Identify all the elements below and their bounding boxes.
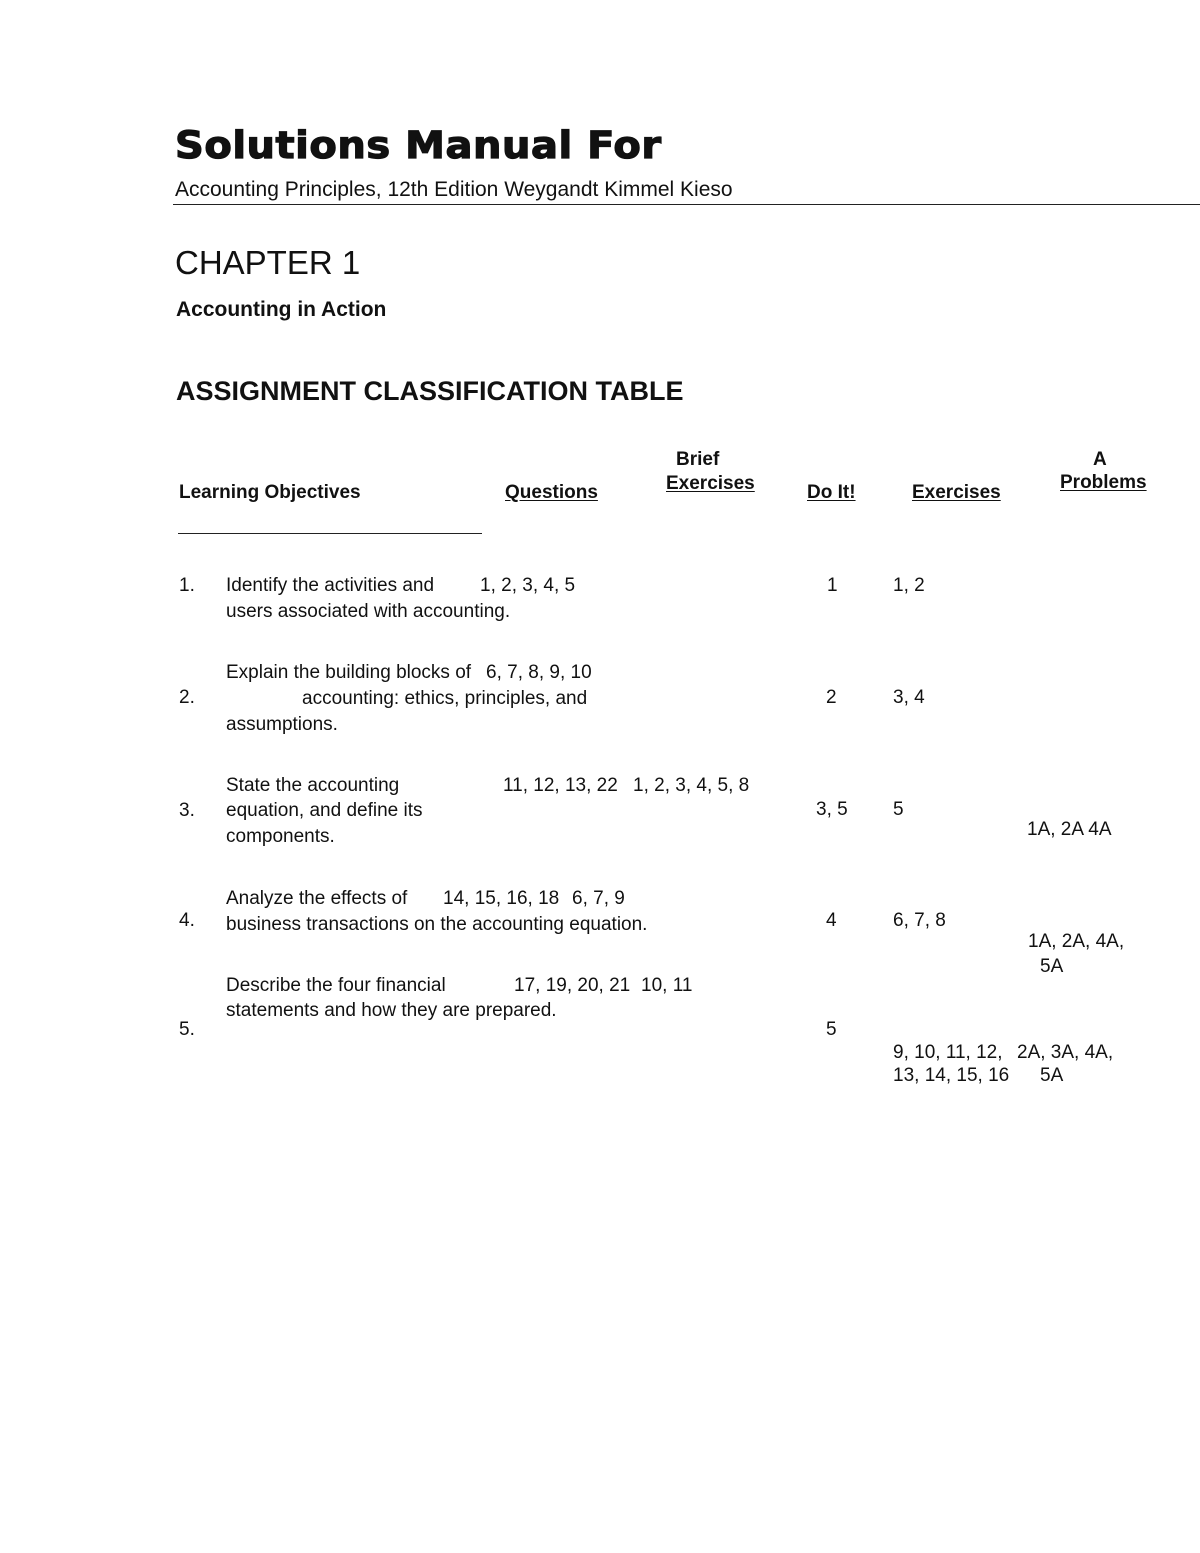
column-header-a-problems: Problems <box>1060 472 1147 493</box>
row-number: 1. <box>179 575 195 596</box>
section-title: ASSIGNMENT CLASSIFICATION TABLE <box>176 376 684 406</box>
column-header-learning-objectives: Learning Objectives <box>179 482 361 503</box>
objective-text-line: assumptions. <box>226 714 338 735</box>
header-divider <box>173 204 1200 205</box>
row-number: 4. <box>179 910 195 931</box>
objective-text-line: equation, and define its <box>226 800 423 821</box>
brief-exercises-cell: 10, 11 <box>641 975 693 996</box>
exercises-cell: 6, 7, 8 <box>893 910 946 931</box>
objective-text-line: components. <box>226 826 335 847</box>
exercises-cell: 1, 2 <box>893 575 925 596</box>
objective-text-line: users associated with accounting. <box>226 601 511 622</box>
chapter-subtitle: Accounting in Action <box>176 298 387 321</box>
manual-title: Solutions Manual For <box>175 124 662 167</box>
brief-exercises-cell: 6, 7, 9 <box>572 888 625 909</box>
row-number: 3. <box>179 800 195 821</box>
objective-text-line: State the accounting <box>226 775 400 796</box>
a-problems-cell: 1A, 2A, 4A, <box>1028 931 1125 952</box>
column-header-a-top: A <box>1093 449 1107 470</box>
column-header-do-it: Do It! <box>807 482 856 503</box>
objective-text-line: Explain the building blocks of <box>226 662 472 683</box>
objective-text-line: Identify the activities and <box>226 575 435 596</box>
objective-text-line: statements and how they are prepared. <box>226 1000 557 1021</box>
do-it-cell: 4 <box>826 910 837 931</box>
objective-text-line: Analyze the effects of <box>226 888 408 909</box>
column-header-exercises: Exercises <box>912 482 1001 503</box>
objective-text-line: accounting: ethics, principles, and <box>302 688 588 709</box>
exercises-cell: 13, 14, 15, 16 <box>893 1065 1010 1086</box>
questions-cell: 6, 7, 8, 9, 10 <box>486 662 592 683</box>
manual-subtitle: Accounting Principles, 12th Edition Weygandt Kimmel Kieso <box>175 178 733 201</box>
do-it-cell: 3, 5 <box>816 799 848 820</box>
column-header-brief-exercises: Exercises <box>666 473 755 494</box>
a-problems-cell: 1A, 2A 4A <box>1027 819 1112 840</box>
column-header-questions: Questions <box>505 482 598 503</box>
exercises-cell: 5 <box>893 799 904 820</box>
do-it-cell: 1 <box>827 575 838 596</box>
row-number: 2. <box>179 687 195 708</box>
a-problems-cell: 2A, 3A, 4A, <box>1017 1042 1114 1063</box>
objective-text-line: business transactions on the accounting equation. <box>226 914 648 935</box>
column-header-brief-top: Brief <box>676 449 720 470</box>
row-number: 5. <box>179 1019 195 1040</box>
exercises-cell: 9, 10, 11, 12, <box>893 1042 1003 1063</box>
do-it-cell: 5 <box>826 1019 837 1040</box>
questions-cell: 11, 12, 13, 22 <box>503 775 618 796</box>
brief-exercises-cell: 1, 2, 3, 4, 5, 8 <box>633 775 750 796</box>
chapter-title: CHAPTER 1 <box>175 244 361 281</box>
a-problems-cell: 5A <box>1040 1065 1064 1086</box>
questions-cell: 1, 2, 3, 4, 5 <box>480 575 576 596</box>
questions-cell: 17, 19, 20, 21 <box>514 975 631 996</box>
a-problems-cell: 5A <box>1040 956 1064 977</box>
objective-text-line: Describe the four financial <box>226 975 446 996</box>
questions-cell: 14, 15, 16, 18 <box>443 888 560 909</box>
exercises-cell: 3, 4 <box>893 687 925 708</box>
do-it-cell: 2 <box>826 687 837 708</box>
objectives-divider <box>178 533 482 534</box>
